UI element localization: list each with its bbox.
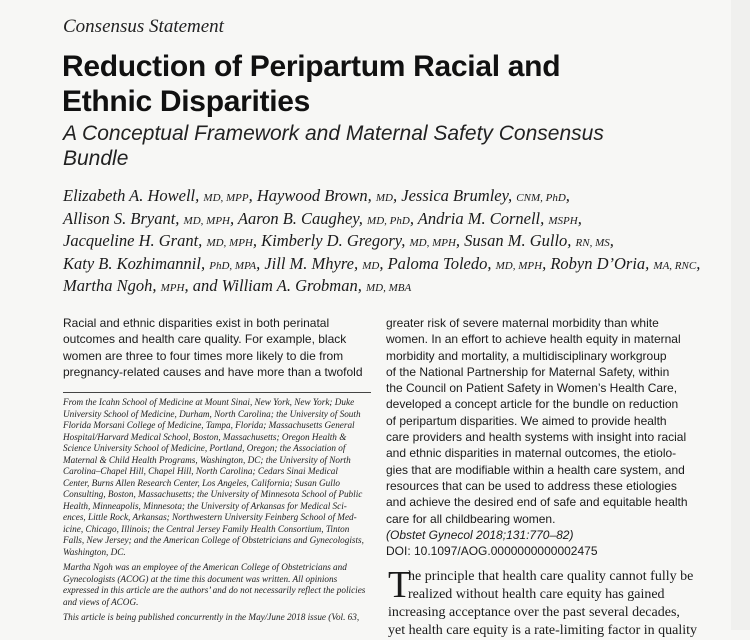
author-degree: MD, MPH: [183, 214, 230, 227]
author-degree: MD, MPH: [206, 237, 253, 249]
footnote-line: and views of ACOG.: [63, 596, 139, 607]
author-degree: MA, RNC: [653, 259, 697, 272]
author-degree: MD, MPH: [495, 259, 543, 272]
body-text: [388, 564, 728, 640]
footnote-line: Center, Burns Allen Research Center, Los Angeles, California; Susan Gullo: [63, 477, 340, 488]
footnote-line: Hospital/Harvard Medical School, Boston, Massachusetts; Oregon Health &: [63, 431, 347, 442]
footnote-line: expressed in this article are the authors’ and do not necessarily reflect the policies: [63, 585, 366, 595]
author-degree: MSPH: [548, 214, 578, 227]
footnote-line: Florida Morsani College of Medicine, Tampa, Florida; Massachusetts General: [63, 420, 355, 430]
author-name: , Robyn D’Oria,: [542, 253, 654, 273]
body-line: realized without health care equity has gained: [408, 587, 665, 602]
author-degree: MD: [375, 192, 393, 204]
subtitle-line: A Conceptual Framework and Maternal Safety Consensus: [63, 122, 604, 145]
author-line: [63, 231, 743, 254]
author-degree: RN, MS: [575, 237, 610, 249]
abstract-line: developed a concept article for the bundle on reduction: [386, 397, 679, 412]
author-name: Elizabeth A. Howell,: [63, 186, 204, 205]
abstract-column-right: [386, 315, 726, 559]
abstract-line: resources that can be used to address these etiologies: [386, 478, 677, 493]
footnote-line: Health, Minneapolis, Minnesota; the University of Arkansas for Medical Sci-: [63, 500, 347, 511]
footnote-line: Consulting, Boston, Massachusetts; the University of Minnesota School of Public: [63, 489, 363, 499]
title-line: Ethnic Disparities: [62, 85, 311, 118]
footnote-line: Maternal & Child Health Programs, Washington, DC; the University of North: [63, 454, 351, 465]
footnote-line: Gynecologists (ACOG) at the time this document was written. All opinions: [63, 573, 338, 584]
drop-cap: T: [388, 564, 412, 606]
author-name: , Susan M. Gullo,: [455, 231, 576, 250]
body-line: increasing acceptance over the past several decades,: [388, 605, 680, 620]
author-degree: MD: [362, 259, 380, 272]
footnote-line: Carolina–Chapel Hill, Chapel Hill, North Carolina; Cedars Sinai Medical: [63, 466, 338, 476]
author-name: Jacqueline H. Grant,: [63, 231, 207, 250]
abstract-line: of the National Partnership for Maternal Safety, within: [386, 364, 670, 379]
author-degree: MD, MPH: [409, 237, 456, 249]
author-name: ,: [609, 231, 614, 250]
author-degree: PhD, MPA: [209, 259, 257, 272]
article-type-label: Consensus Statement: [63, 16, 224, 37]
author-name: , Andria M. Cornell,: [409, 208, 549, 228]
abstract-line: outcomes and health care quality. For example, black: [63, 332, 347, 347]
author-degree: CNM, PhD: [516, 192, 566, 204]
title-line: Reduction of Peripartum Racial and: [62, 50, 561, 83]
author-name: , Paloma Toledo,: [379, 253, 496, 273]
author-name: Allison S. Bryant,: [63, 208, 184, 228]
abstract-line: the Council on Patient Safety in Women’s Health Care,: [386, 381, 678, 396]
author-name: , Haywood Brown,: [248, 186, 376, 205]
abstract-line: care for all childbearing women.: [386, 511, 556, 526]
abstract-line: care providers and health systems with insight into racial: [386, 430, 687, 445]
journal-citation: (Obstet Gynecol 2018;131:770–82): [386, 527, 574, 542]
author-name: Martha Ngoh,: [63, 276, 161, 295]
affiliations-note: [63, 397, 373, 558]
abstract-line: women. In an effort to achieve health equity in maternal: [386, 332, 681, 347]
article-subtitle: [63, 121, 703, 171]
subtitle-line: Bundle: [63, 147, 129, 170]
abstract-line: and achieve the desired end of safe and equitable health: [386, 495, 688, 510]
body-line: he principle that health care quality cannot fully be: [408, 569, 694, 584]
author-name: ,: [565, 186, 570, 205]
author-name: , Jill M. Mhyre,: [256, 253, 363, 273]
doi-link[interactable]: DOI: 10.1097/AOG.0000000000002475: [386, 544, 598, 559]
author-name: , and William A. Grobman,: [184, 276, 366, 295]
author-name: ,: [696, 253, 701, 273]
abstract-line: greater risk of severe maternal morbidity than white: [386, 316, 659, 330]
author-name: , Jessica Brumley,: [393, 186, 517, 205]
abstract-line: women are three to four times more likely to die from: [63, 348, 344, 363]
author-degree: MD, MBA: [365, 282, 412, 294]
abstract-line: pregnancy-related causes and have more than a twofold: [63, 364, 363, 379]
footnote-line: Science University School of Medicine, Portland, Oregon; the Association of: [63, 443, 346, 453]
author-line: [63, 186, 743, 209]
article-title: [62, 49, 722, 119]
author-degree: MD, PhD: [367, 214, 410, 227]
author-line: [63, 209, 743, 232]
author-name: , Aaron B. Caughey,: [229, 208, 368, 228]
footnote-divider: [63, 392, 371, 393]
footnote-line: From the Icahn School of Medicine at Mount Sinai, New York, New York; Duke: [63, 397, 355, 407]
abstract-line: morbidity and mortality, a multidisciplinary workgroup: [386, 348, 667, 363]
footnotes: [63, 397, 373, 624]
footnote-line: Falls, New Jersey; and the American College of Obstetricians and Gynecologists,: [63, 535, 364, 545]
abstract-column-left: [63, 315, 373, 380]
footnote-line: University School of Medicine, Durham, North Carolina; the University of South: [63, 408, 361, 419]
author-name: ,: [577, 208, 582, 228]
author-line: [63, 254, 743, 277]
footnote-line: Washington, DC.: [63, 546, 126, 557]
author-degree: MPH: [160, 282, 185, 294]
publication-note: This article is being published concurrently in the May/June 2018 issue (Vol. 63,: [63, 612, 360, 622]
body-line: yet health care equity is a rate-limiting factor in quality: [388, 623, 698, 638]
author-name: , Kimberly D. Gregory,: [252, 231, 410, 250]
page-edge: [731, 0, 750, 630]
abstract-line: Racial and ethnic disparities exist in both perinatal: [63, 316, 330, 330]
footnote-line: ences, Little Rock, Arkansas; Northwestern University Feinberg School of Med-: [63, 512, 357, 522]
author-line: [63, 276, 743, 299]
author-name: Katy B. Kozhimannil,: [63, 253, 210, 273]
author-list: [63, 186, 743, 299]
footnote-line: Martha Ngoh was an employee of the American College of Obstetricians and: [63, 562, 347, 572]
author-degree: MD, MPP: [203, 192, 249, 204]
abstract-line: gies that are modifiable within a health care system, and: [386, 462, 685, 477]
abstract-line: and ethnic disparities in maternal outcomes, the etiolo-: [386, 446, 677, 461]
footnote-line: icine, Chicago, Illinois; the Central Jersey Family Health Consortium, Tinton: [63, 523, 350, 534]
abstract-line: of peripartum disparities. We aimed to provide health: [386, 413, 667, 428]
author-employment-note: [63, 562, 373, 608]
